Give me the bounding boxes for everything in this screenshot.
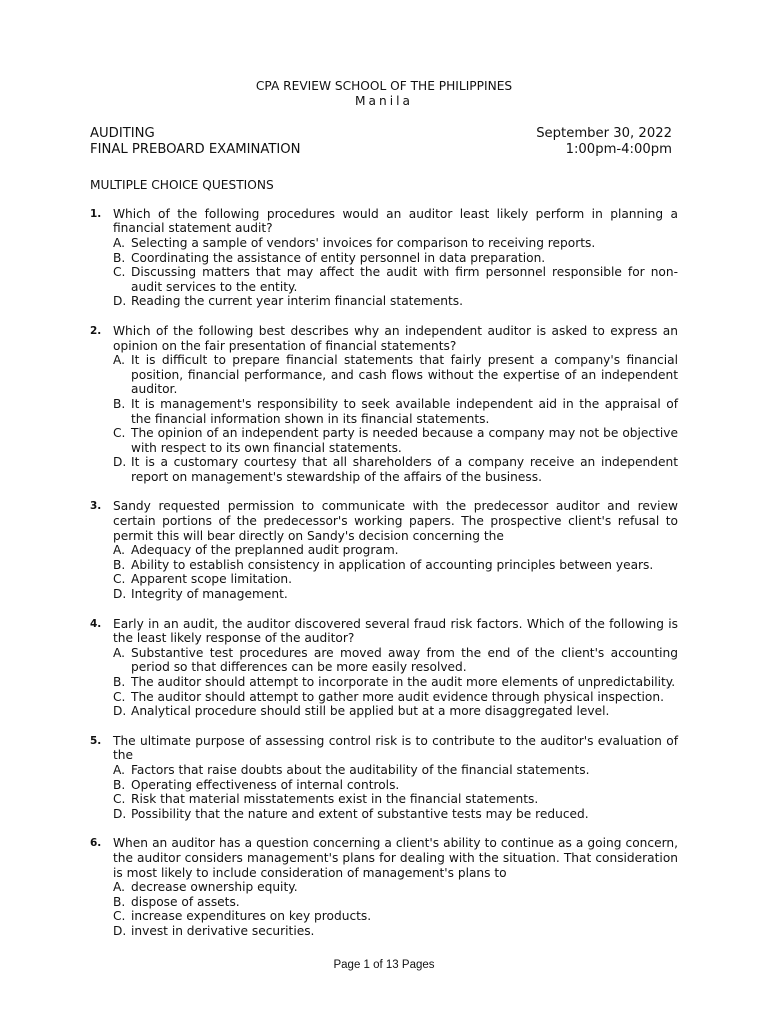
school-name: CPA REVIEW SCHOOL OF THE PHILIPPINES	[255, 79, 513, 93]
question-number: 1.	[90, 207, 102, 220]
answer-option	[113, 880, 678, 895]
option-letter: D.	[113, 455, 127, 470]
option-text: Analytical procedure should still be applied but at a more disaggregated level.	[131, 704, 610, 719]
answer-option	[113, 397, 678, 426]
option-letter: A.	[113, 880, 125, 895]
option-letter: A.	[113, 762, 125, 777]
answer-option	[113, 807, 678, 822]
option-letter: C.	[113, 265, 126, 280]
option-text: Substantive test procedures are moved away from the end of the client's accounting period so that differences can be more easily resolved.	[131, 645, 678, 675]
option-text: The auditor should attempt to gather more audit evidence through physical inspection.	[131, 689, 664, 704]
option-text: The auditor should attempt to incorporate in the audit more elements of unpredictability.	[131, 675, 676, 689]
question-stem: Early in an audit, the auditor discovered several fraud risk factors. Which of the following is the least likely response of the auditor?	[113, 616, 678, 646]
option-text: Possibility that the nature and extent of substantive tests may be reduced.	[131, 806, 589, 821]
option-letter: B.	[113, 777, 126, 792]
option-letter: C.	[113, 426, 126, 441]
answer-option	[113, 294, 678, 309]
option-text: dispose of assets.	[131, 894, 240, 909]
question-stem: Sandy requested permission to communicate with the predecessor auditor and review certain portions of the predecessor's working papers. The prospective client's refusal to permit this will bear directly on Sandy's decision concerning the	[113, 499, 678, 543]
answer-option	[113, 572, 678, 587]
exam-page	[90, 79, 678, 954]
answer-option	[113, 778, 678, 793]
option-text: Reading the current year interim financial statements.	[131, 294, 464, 309]
option-letter: B.	[113, 675, 126, 689]
option-text: It is difficult to prepare financial statements that fairly present a company's financial position, financial performance, and cash flows without the expertise of an independent auditor.	[131, 353, 678, 397]
question-body	[113, 499, 678, 601]
answer-option	[113, 353, 678, 397]
question-item	[90, 499, 678, 601]
answer-option	[113, 690, 678, 705]
question-item	[90, 324, 678, 485]
question-body	[113, 734, 678, 822]
question-number: 4.	[90, 617, 102, 630]
option-letter: C.	[113, 689, 126, 704]
question-number: 3.	[90, 500, 102, 513]
option-text: Ability to establish consistency in application of accounting principles between years.	[131, 557, 654, 572]
answer-option	[113, 251, 678, 266]
option-text: It is management's responsibility to seek available independent aid in the appraisal of the financial information shown in its financial statements.	[131, 396, 678, 426]
option-letter: B.	[113, 894, 126, 909]
section-title: MULTIPLE CHOICE QUESTIONS	[90, 178, 274, 193]
option-letter: D.	[113, 923, 127, 938]
answer-option	[113, 924, 678, 939]
question-item	[90, 617, 678, 719]
answer-option	[113, 236, 678, 251]
answer-option	[113, 455, 678, 484]
option-text: The opinion of an independent party is needed because a company may not be objective with respect to its own financial statements.	[131, 426, 678, 455]
option-text: Adequacy of the preplanned audit program.	[131, 543, 399, 558]
option-letter: D.	[113, 704, 127, 719]
header-row-1	[90, 126, 678, 142]
question-body	[113, 836, 678, 938]
option-letter: D.	[113, 294, 127, 309]
answer-option	[113, 587, 678, 602]
exam-time: 1:00pm-4:00pm	[565, 141, 672, 157]
subject-title: AUDITING	[90, 126, 155, 142]
question-number: 6.	[90, 837, 102, 850]
option-letter: D.	[113, 806, 127, 821]
answer-option	[113, 543, 678, 558]
option-text: increase expenditures on key products.	[131, 909, 372, 924]
question-stem: Which of the following procedures would an auditor least likely perform in planning a financial statement audit?	[113, 206, 678, 236]
page-footer: Page 1 of 13 Pages	[333, 959, 435, 971]
question-item	[90, 836, 678, 938]
option-text: invest in derivative securities.	[131, 923, 315, 938]
answer-option	[113, 426, 678, 455]
option-text: Apparent scope limitation.	[131, 572, 293, 587]
option-text: Operating effectiveness of internal controls.	[131, 777, 400, 792]
option-text: decrease ownership equity.	[131, 880, 298, 895]
question-stem: The ultimate purpose of assessing control risk is to contribute to the auditor's evaluation of the	[113, 733, 678, 763]
answer-option	[113, 895, 678, 910]
question-item	[90, 207, 678, 309]
option-letter: D.	[113, 587, 127, 602]
option-text: Risk that material misstatements exist in the financial statements.	[131, 792, 539, 807]
answer-option	[113, 646, 678, 675]
option-text: Integrity of management.	[131, 587, 288, 602]
option-text: Coordinating the assistance of entity personnel in data preparation.	[131, 250, 546, 265]
answer-option	[113, 909, 678, 924]
option-letter: A.	[113, 543, 125, 558]
question-body	[113, 207, 678, 309]
option-letter: C.	[113, 909, 126, 924]
question-number: 2.	[90, 324, 102, 337]
option-letter: A.	[113, 645, 125, 660]
option-text: Factors that raise doubts about the auditability of the financial statements.	[131, 762, 590, 777]
option-text: Selecting a sample of vendors' invoices for comparison to receiving reports.	[131, 235, 596, 250]
question-number: 5.	[90, 734, 102, 747]
option-letter: A.	[113, 353, 125, 368]
answer-option	[113, 704, 678, 719]
question-body	[113, 324, 678, 485]
option-letter: B.	[113, 557, 126, 572]
exam-title: FINAL PREBOARD EXAMINATION	[90, 141, 301, 157]
answer-option	[113, 558, 678, 573]
question-item	[90, 734, 678, 822]
question-body	[113, 617, 678, 719]
answer-option	[113, 792, 678, 807]
school-city: Manila	[355, 93, 413, 108]
option-letter: B.	[113, 396, 126, 411]
answer-option	[113, 265, 678, 294]
option-letter: A.	[113, 235, 125, 250]
option-letter: B.	[113, 250, 126, 265]
option-text: It is a customary courtesy that all shareholders of a company receive an independent report on management's stewardship of the affairs of the business.	[131, 455, 678, 484]
answer-option	[113, 675, 678, 690]
exam-date: September 30, 2022	[536, 126, 672, 142]
question-stem: When an auditor has a question concerning a client's ability to continue as a going concern, the auditor considers management's plans for dealing with the situation. That consideration is most likely to include consideration of management's plans to	[113, 836, 678, 880]
option-letter: C.	[113, 572, 126, 587]
question-stem: Which of the following best describes why an independent auditor is asked to express an opinion on the fair presentation of financial statements?	[113, 323, 678, 353]
question-list	[90, 207, 678, 939]
option-letter: C.	[113, 792, 126, 807]
header-row-2	[90, 142, 678, 158]
option-text: Discussing matters that may affect the audit with firm personnel responsible for non-audit services to the entity.	[131, 265, 678, 294]
answer-option	[113, 763, 678, 778]
